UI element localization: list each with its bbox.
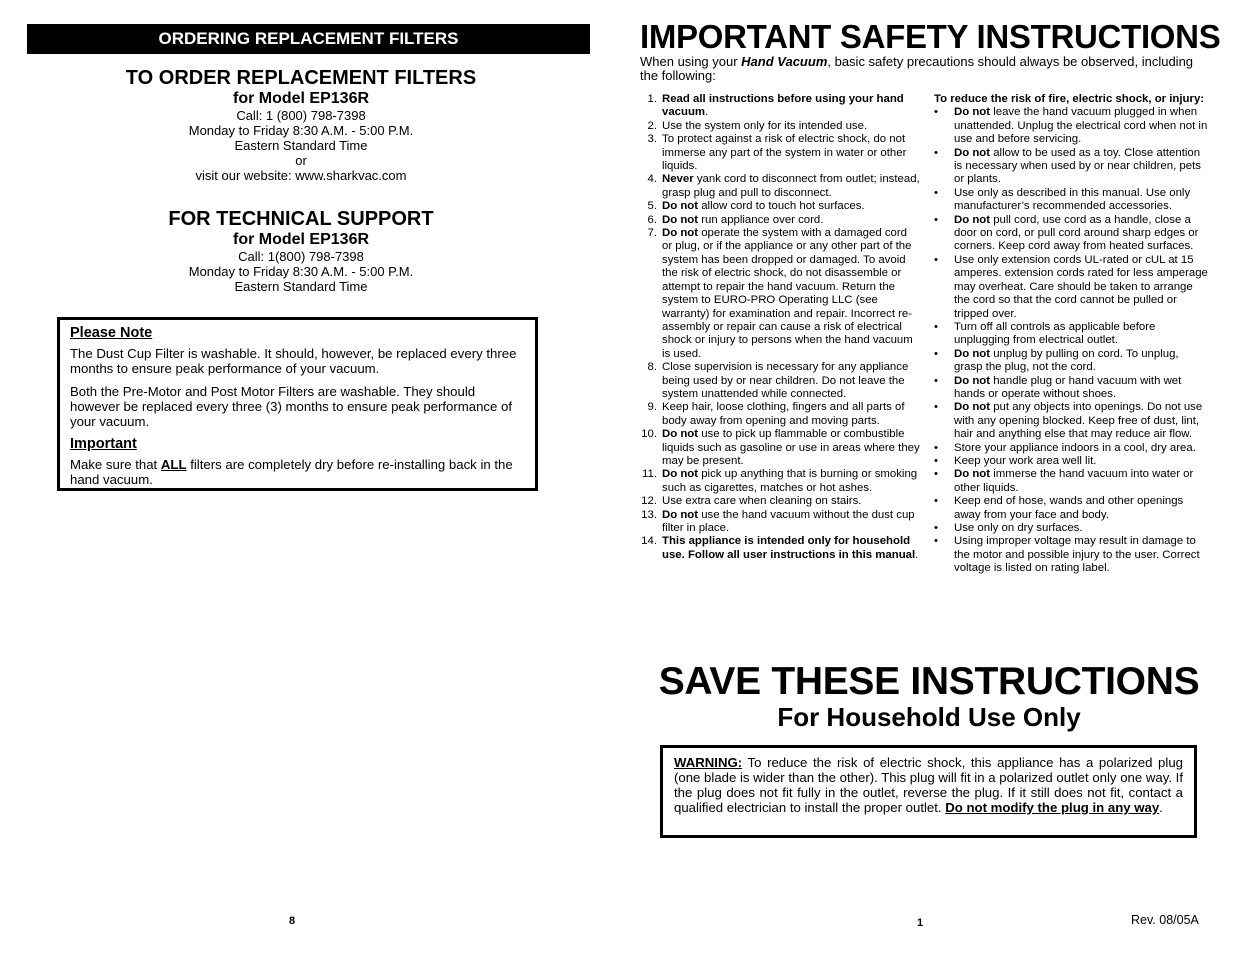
numbered-instructions (640, 93, 920, 562)
support-section (27, 207, 575, 294)
bullet-icon: • (934, 186, 938, 199)
instruction-number: 7. (647, 227, 657, 240)
bullet-icon: • (934, 535, 938, 548)
bullet-instructions (934, 93, 1210, 576)
bullet-text: Turn off all controls as applicable before unplugging from electrical outlet. (954, 320, 1156, 347)
warning-do-not-modify: Do not modify the plug in any way (945, 800, 1160, 815)
bullet-bold: Do not (954, 213, 991, 226)
instruction-item (640, 495, 920, 508)
intro-text (640, 55, 1200, 83)
support-timezone: Eastern Standard Time (234, 279, 368, 294)
order-website: visit our website: www.sharkvac.com (195, 168, 407, 183)
instruction-bold: Do not (662, 227, 699, 240)
warning-label: WARNING: (674, 755, 743, 770)
instruction-text: . (705, 106, 709, 119)
please-note-heading: Please Note (70, 325, 153, 341)
intro-pre: When using your (640, 54, 742, 69)
please-note-box (57, 317, 538, 491)
instruction-number: 4. (647, 173, 657, 186)
bullet-text: handle plug or hand vacuum with wet hands or operate without shoes. (954, 374, 1182, 400)
bullet-icon: • (934, 213, 938, 226)
instruction-bold: This appliance is intended only for household use. Follow all user instructions in this manual (662, 535, 916, 561)
household-use-heading: For Household Use Only (777, 702, 1081, 732)
safety-bullet-item (934, 214, 1210, 254)
instruction-bold: Never (662, 173, 694, 186)
safety-bullet-item (934, 348, 1210, 375)
instruction-number: 1. (647, 93, 657, 105)
instruction-text: Use the system only for its intended use. (662, 119, 868, 132)
important-text (70, 457, 525, 487)
instruction-number: 5. (647, 200, 657, 213)
instruction-bold: Read all instructions before using your hand vacuum (662, 93, 904, 119)
instruction-number: 8. (647, 361, 657, 374)
instruction-item (640, 401, 920, 428)
instruction-text: To protect against a risk of electric shock, do not immerse any part of the system in water or other liquids. (662, 133, 907, 173)
instruction-item (640, 468, 920, 495)
bullet-icon: • (934, 347, 938, 360)
bullet-icon: • (934, 320, 938, 333)
safety-bullet-item (934, 147, 1210, 187)
order-or: or (295, 153, 307, 168)
bullet-icon: • (934, 495, 938, 508)
instruction-item (640, 361, 920, 401)
instruction-text: Keep hair, loose clothing, fingers and all parts of body away from opening and moving parts. (662, 401, 905, 427)
bullet-bold: Do not (954, 347, 991, 360)
instruction-item (640, 133, 920, 173)
safety-bullet-item (934, 535, 1210, 575)
instruction-item (640, 93, 920, 120)
bullet-icon: • (934, 468, 938, 481)
bullet-text: Use only extension cords UL-rated or cUL at 15 amperes. extension cords rated for less amperage may overheat. Care should be taken to arrange the cord so that the cord cannot be pulled or tripped over. (954, 253, 1208, 320)
instruction-text: run appliance over cord. (698, 213, 824, 226)
bullet-icon: • (934, 253, 938, 266)
instruction-number: 2. (647, 119, 657, 132)
order-heading: TO ORDER REPLACEMENT FILTERS (125, 67, 477, 89)
safety-bullet-item (934, 495, 1210, 522)
instruction-bold: Do not (662, 200, 699, 213)
warning-end: . (1159, 800, 1163, 815)
instruction-text: operate the system with a damaged cord or plug, or if the appliance or any other part of the system has been dropped or damaged. To avoid the risk of electric shock, do not disassemble or attempt to repair the hand vacuum. Return the system to EURO-PRO Operating LLC (see warranty) for examination and repair. Incorrect re-assembly or repair can cause a risk of electrical shock or injury to persons when the hand vacuum is used. (662, 227, 913, 360)
support-call: Call: 1(800) 798-7398 (238, 249, 364, 264)
safety-bullet-item (934, 187, 1210, 214)
instruction-number: 3. (647, 133, 657, 146)
safety-bullet-item (934, 401, 1210, 441)
instruction-text: use to pick up flammable or combustible liquids such as gasoline or use in areas where they may be present. (662, 428, 920, 467)
support-model: for Model EP136R (232, 231, 370, 248)
order-timezone: Eastern Standard Time (234, 138, 368, 153)
instruction-number: 10. (641, 428, 657, 441)
bullet-icon: • (934, 374, 938, 387)
section-banner: ORDERING REPLACEMENT FILTERS (27, 24, 590, 54)
instruction-bold: Do not (662, 213, 699, 226)
instruction-item (640, 173, 920, 200)
instruction-item (640, 200, 920, 213)
safety-bullet-item (934, 106, 1210, 146)
safety-bullet-item (934, 254, 1210, 321)
bullet-text: unplug by pulling on cord. To unplug, grasp the plug, not the cord. (954, 347, 1179, 374)
bullet-text: put any objects into openings. Do not use with any opening blocked. Keep free of dust, lint, hair and anything else that may reduce air flow. (954, 401, 1203, 441)
bullet-bold: Do not (954, 468, 991, 481)
support-heading: FOR TECHNICAL SUPPORT (168, 208, 434, 230)
safety-bullet-item (934, 455, 1210, 468)
warning-box (660, 745, 1197, 838)
instruction-text: Use extra care when cleaning on stairs. (662, 495, 862, 508)
bullet-icon: • (934, 401, 938, 414)
bullet-icon: • (934, 454, 938, 467)
page-number-right: 1 (917, 917, 924, 929)
instruction-number: 6. (647, 213, 657, 226)
bullet-icon: • (934, 441, 938, 454)
instruction-item (640, 509, 920, 536)
instruction-item (640, 227, 920, 361)
instruction-text: allow cord to touch hot surfaces. (698, 200, 865, 213)
order-call: Call: 1 (800) 798-7398 (236, 108, 366, 123)
safety-bullet-item (934, 375, 1210, 402)
important-text-post: filters are completely dry before re-installing back in the hand vacuum. (70, 457, 513, 487)
instruction-number: 11. (642, 468, 657, 481)
note-paragraph-dust-cup: The Dust Cup Filter is washable. It should, however, be replaced every three months to ensure peak performance of your vacuum. (70, 346, 517, 376)
instruction-text: yank cord to disconnect from outlet; instead, grasp plug and pull to disconnect. (662, 173, 920, 199)
instruction-bold: Do not (662, 428, 699, 441)
bullet-text: Use only as described in this manual. Use only manufacturer’s recommended accessories. (954, 186, 1191, 213)
instruction-item (640, 214, 920, 227)
support-hours: Monday to Friday 8:30 A.M. - 5:00 P.M. (188, 264, 414, 279)
intro-post: , basic safety precautions should always be observed, including the following: (640, 54, 1194, 83)
bullet-text: immerse the hand vacuum into water or other liquids. (954, 468, 1194, 494)
bullet-bold: Do not (954, 106, 991, 119)
warning-text: To reduce the risk of electric shock, this appliance has a polarized plug (one blade is wider than the other). This plug will fit in a polarized outlet only one way. If the plug does not fit fully in the outlet, reverse the plug. If it still does not fit, contact a qualified electrician to install the proper outlet. (674, 755, 1183, 815)
instruction-bold: Do not (662, 508, 699, 521)
instruction-text: Close supervision is necessary for any appliance being used by or near children. Do not leave the system unattended while connected. (662, 361, 909, 400)
bullet-text: Using improper voltage may result in damage to the motor and possible injury to the user. Correct voltage is listed on rating label. (954, 535, 1200, 575)
bullet-text: Use only on dry surfaces. (954, 522, 1083, 534)
order-section (27, 66, 575, 183)
safety-bullet-item (934, 468, 1210, 495)
bullet-text: Store your appliance indoors in a cool, dry area. (954, 441, 1196, 454)
bullet-text: pull cord, use cord as a handle, close a door on cord, or pull cord around sharp edges or corners. Keep cord away from heated surfaces. (954, 213, 1199, 253)
order-model: for Model EP136R (232, 90, 370, 107)
instruction-text: . (915, 548, 919, 561)
order-hours: Monday to Friday 8:30 A.M. - 5:00 P.M. (188, 123, 414, 138)
instruction-number: 9. (647, 401, 657, 414)
save-instructions-heading: SAVE THESE INSTRUCTIONS (658, 660, 1200, 703)
bullet-text: leave the hand vacuum plugged in when unattended. Unplug the electrical cord when not in use and before servicing. (954, 106, 1208, 146)
bullet-icon: • (934, 522, 938, 534)
bullet-text: Keep your work area well lit. (954, 454, 1097, 467)
important-all: ALL (160, 457, 187, 472)
bullet-text: allow to be used as a toy. Close attention is necessary when used by or near children, pets or plants. (954, 146, 1201, 186)
page-number-left: 8 (289, 915, 296, 927)
instruction-number: 13. (641, 508, 657, 521)
instruction-number: 12. (641, 495, 657, 508)
instruction-item (640, 428, 920, 468)
safety-bullet-item (934, 442, 1210, 455)
safety-bullet-item (934, 321, 1210, 348)
instruction-number: 14. (641, 535, 657, 548)
instruction-item (640, 535, 920, 562)
intro-emphasis: Hand Vacuum (741, 54, 828, 69)
safety-bullet-item (934, 522, 1210, 535)
bullet-bold: Do not (954, 146, 991, 159)
bullet-icon: • (934, 146, 938, 159)
instruction-text: use the hand vacuum without the dust cup filter in place. (662, 508, 915, 534)
instruction-text: pick up anything that is burning or smoking such as cigarettes, matches or hot ashes. (662, 468, 918, 494)
instruction-item (640, 120, 920, 133)
instruction-bold: Do not (662, 468, 699, 481)
bullet-icon: • (934, 106, 938, 119)
bullet-bold: Do not (954, 374, 991, 387)
important-heading: Important (70, 436, 137, 452)
bullet-text: Keep end of hose, wands and other openings away from your face and body. (954, 495, 1184, 521)
important-text-pre: Make sure that (70, 457, 161, 472)
bullets-heading: To reduce the risk of fire, electric shock, or injury: (934, 93, 1205, 105)
note-paragraph-motor-filters: Both the Pre-Motor and Post Motor Filters are washable. They should however be replaced every three (3) months to ensure peak performance of your vacuum. (70, 384, 513, 429)
page-title: IMPORTANT SAFETY INSTRUCTIONS (640, 18, 1221, 55)
revision-label: Rev. 08/05A (1131, 913, 1199, 927)
bullet-bold: Do not (954, 401, 991, 414)
